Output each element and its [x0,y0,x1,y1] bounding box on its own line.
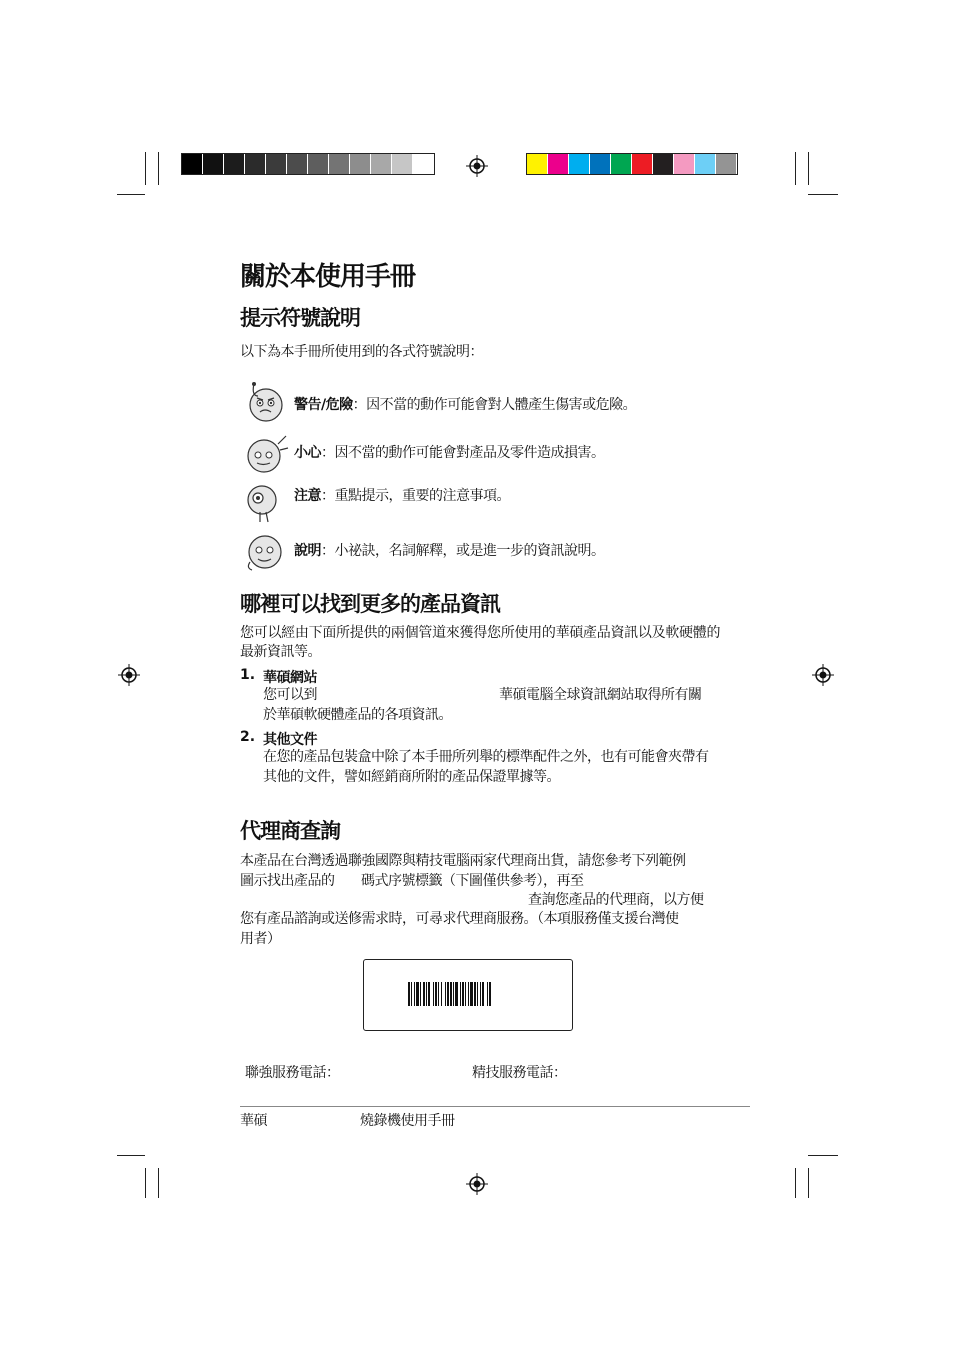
agent-line-2b: 碼式序號標籤（下圖僅供參考），再至 [361,873,584,889]
color-swatch [413,154,434,174]
barcode-stripe [438,982,439,1006]
registration-mark-icon [118,664,140,686]
barcode-stripe [480,982,481,1006]
color-swatch [224,154,245,174]
info-heading: 哪裡可以找到更多的產品資訊 [240,592,500,616]
barcode-stripe [460,982,461,1006]
barcode-stripe [433,982,434,1006]
agent-heading: 代理商查詢 [240,819,340,843]
barcode-stripe [482,982,484,1006]
list-item-title: 華碩網站 [263,670,317,686]
serial-label-sample [363,959,573,1031]
barcode-stripe [468,982,469,1006]
color-swatch [329,154,350,174]
color-swatch [695,154,716,174]
color-swatch [371,154,392,174]
symbols-heading: 提示符號說明 [240,306,360,330]
color-swatch [266,154,287,174]
registration-mark-icon [812,664,834,686]
barcode-stripe [462,982,464,1006]
other-docs-body: 在您的產品包裝盒中除了本手冊所列舉的標準配件之外，也有可能會夾帶有其他的文件，譬如經銷商所附的產品保證單據等。 [263,749,709,785]
barcode-stripe [435,982,437,1006]
symbols-intro: 以下為本手冊所使用到的各式符號說明： [240,344,483,360]
color-swatch [569,154,590,174]
list-item-number: 2. [240,729,256,745]
crop-mark [145,152,146,185]
crop-mark [795,1168,796,1198]
barcode-stripe [470,982,473,1006]
crop-mark [158,1168,159,1198]
list-item-title: 其他文件 [263,732,317,748]
crop-mark [158,152,159,185]
barcode-stripe [465,982,466,1006]
color-swatch [287,154,308,174]
notice-warning-text: ：因不當的動作可能會對人體產生傷害或危險。 [352,397,637,413]
color-swatch [716,154,737,174]
info-icon [242,528,290,576]
barcode-stripe [441,982,442,1006]
barcode-stripe [447,982,449,1006]
color-swatch [632,154,653,174]
barcode-stripe [426,982,427,1006]
crop-mark [145,1168,146,1198]
color-calibration-bar [526,153,738,175]
color-swatch [590,154,611,174]
synnex-phone-label: 聯強服務電話： [245,1065,340,1081]
notice-caution [242,430,722,478]
notice-info-label: 說明 [294,543,321,559]
color-swatch [182,154,203,174]
barcode-stripe [450,982,452,1006]
barcode-stripe [408,982,410,1006]
barcode-stripe [487,982,488,1006]
crop-mark [808,152,809,185]
notice-note-label: 注意 [294,488,321,504]
agent-line-3: 查詢您產品的代理商，以方便 [528,892,704,908]
notice-caution-label: 小心 [294,445,321,461]
color-swatch [392,154,413,174]
page-title: 關於本使用手冊 [240,262,416,292]
color-swatch [527,154,548,174]
color-swatch [674,154,695,174]
barcode-stripe [411,982,412,1006]
barcode-stripe [474,982,476,1006]
registration-mark-icon [466,155,488,177]
crop-mark [808,194,838,195]
grayscale-calibration-bar [181,153,435,175]
footer-divider [240,1106,750,1107]
agent-line-2a: 圖示找出產品的 [240,873,335,889]
color-swatch [308,154,329,174]
color-swatch [653,154,674,174]
notice-warning-label: 警告/危險 [294,397,353,413]
website-line-start: 您可以到 [263,687,317,703]
barcode-stripe [428,982,430,1006]
list-item-number: 1. [240,667,256,683]
barcode-stripe [477,982,478,1006]
website-line-end: 華碩電腦全球資訊網站取得所有關 [499,687,702,703]
barcode-stripe [416,982,419,1006]
notice-info-text: ：小祕訣，名詞解釋，或是進一步的資訊說明。 [321,543,605,559]
crop-mark [808,1168,809,1198]
crop-mark [795,152,796,185]
crop-mark [808,1155,838,1156]
registration-mark-icon [466,1173,488,1195]
color-swatch [350,154,371,174]
color-swatch [611,154,632,174]
notice-note-text: ：重點提示，重要的注意事項。 [321,488,510,504]
color-swatch [245,154,266,174]
caution-icon [242,430,290,478]
barcode-stripe [420,982,421,1006]
notice-info [242,528,722,576]
color-swatch [203,154,224,174]
info-intro: 您可以經由下面所提供的兩個管道來獲得您所使用的華碩產品資訊以及軟硬體的最新資訊等。 [240,625,720,660]
warning-icon [242,378,290,426]
barcode-icon [408,982,526,1006]
barcode-stripe [489,982,491,1006]
agent-line-1: 本產品在台灣透過聯強國際與精技電腦兩家代理商出貨，請您參考下列範例 [240,853,686,869]
barcode-stripe [445,982,446,1006]
notice-caution-text: ：因不當的動作可能會對產品及零件造成損害。 [321,445,605,461]
barcode-stripe [414,982,415,1006]
footer-manual-title: 燒錄機使用手冊 [360,1113,455,1129]
agent-line-5: 用者） [240,931,281,947]
crop-mark [117,194,145,195]
note-icon [242,478,290,526]
color-swatch [548,154,569,174]
notice-note [242,478,722,526]
barcode-stripe [455,982,458,1006]
unitech-phone-label: 精技服務電話： [472,1065,567,1081]
notice-warning [242,378,722,426]
agent-line-4: 您有產品諮詢或送修需求時，可尋求代理商服務。（本項服務僅支援台灣使 [240,911,679,927]
crop-mark [117,1155,145,1156]
footer-brand: 華碩 [240,1113,267,1129]
website-line-2: 於華碩軟硬體產品的各項資訊。 [263,707,452,723]
barcode-stripe [453,982,454,1006]
barcode-stripe [423,982,425,1006]
